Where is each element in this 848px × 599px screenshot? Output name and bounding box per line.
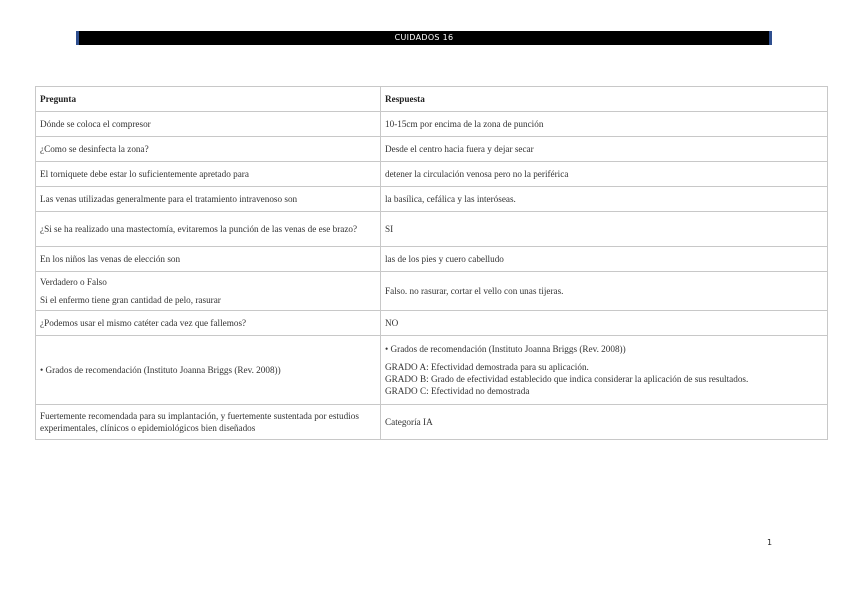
answer-cell: NO [381,311,828,336]
question-cell: • Grados de recomendación (Instituto Joanna Briggs (Rev. 2008)) [36,336,381,405]
table-row [36,405,828,440]
table-row [36,336,828,405]
table-row [36,137,828,162]
answer-cell: SI [381,212,828,247]
question-cell: Dónde se coloca el compresor [36,112,381,137]
table-row [36,187,828,212]
table-row [36,162,828,187]
qa-table [35,86,828,440]
table-header-row [36,87,828,112]
question-cell: El torniquete debe estar lo suficientemente apretado para [36,162,381,187]
question-cell: Fuertemente recomendada para su implantación, y fuertemente sustentada por estudios experimentales, clínicos o epidemiológicos bien diseñados [36,405,381,440]
question-cell: En los niños las venas de elección son [36,247,381,272]
question-line: Verdadero o Falso [40,277,107,287]
table-row [36,212,828,247]
answer-title: • Grados de recomendación (Instituto Joanna Briggs (Rev. 2008)) [385,344,626,354]
table-row [36,272,828,311]
table-row [36,311,828,336]
answer-line: GRADO A: Efectividad demostrada para su aplicación. [385,362,589,372]
question-cell [36,272,381,311]
page-number: 1 [767,538,773,547]
answer-cell: la basílica, cefálica y las interóseas. [381,187,828,212]
question-cell: Las venas utilizadas generalmente para el tratamiento intravenoso son [36,187,381,212]
document-header-title: CUIDADOS 16 [76,31,772,45]
answer-cell: 10-15cm por encima de la zona de punción [381,112,828,137]
answer-line: GRADO C: Efectividad no demostrada [385,386,530,396]
question-line: Si el enfermo tiene gran cantidad de pelo, rasurar [40,295,221,305]
table-row [36,247,828,272]
answer-cell [381,336,828,405]
answer-cell: Desde el centro hacia fuera y dejar secar [381,137,828,162]
column-header-respuesta: Respuesta [381,87,828,112]
answer-cell: las de los pies y cuero cabelludo [381,247,828,272]
table-row [36,112,828,137]
answer-cell: detener la circulación venosa pero no la periférica [381,162,828,187]
answer-cell: Falso. no rasurar, cortar el vello con unas tijeras. [381,272,828,311]
question-cell: ¿Como se desinfecta la zona? [36,137,381,162]
column-header-pregunta: Pregunta [36,87,381,112]
answer-line: GRADO B: Grado de efectividad establecido que indica considerar la aplicación de sus resultados. [385,374,749,384]
question-cell: ¿Podemos usar el mismo catéter cada vez que fallemos? [36,311,381,336]
answer-cell: Categoría IA [381,405,828,440]
question-cell: ¿Si se ha realizado una mastectomía, evitaremos la punción de las venas de ese brazo? [36,212,381,247]
